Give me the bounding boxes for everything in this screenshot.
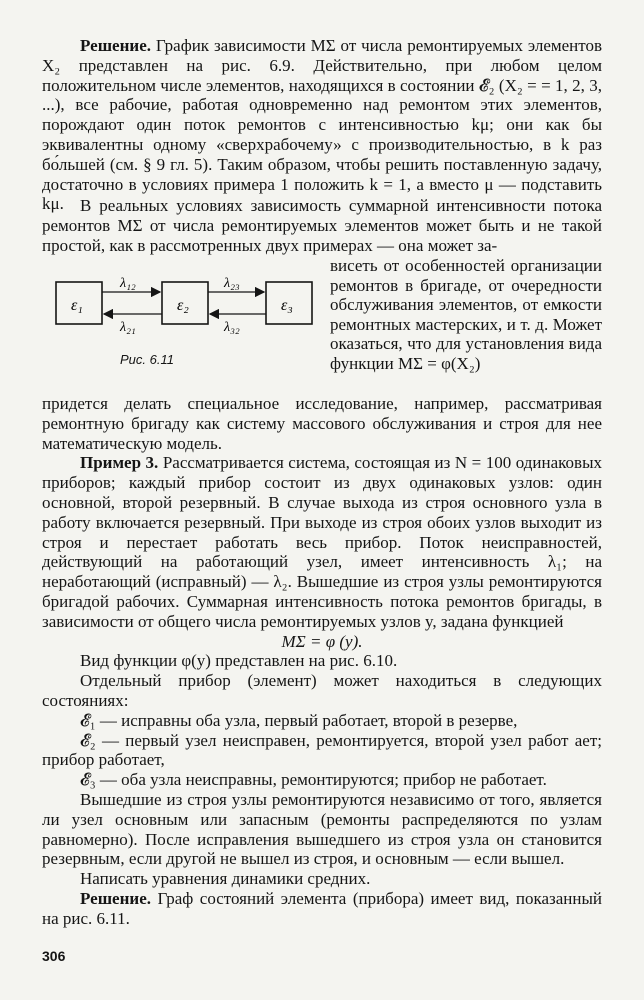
solution-paragraph-1 [42, 36, 602, 214]
page-number: 306 [42, 948, 66, 964]
paragraph-text: Отдельный прибор (элемент) может находиться в следующих состояниях: [42, 671, 602, 710]
example-label: Пример 3. [80, 453, 159, 473]
arrow-label-32: λ₃₂ [224, 320, 240, 335]
solution-label: Решение. [80, 888, 151, 908]
state-item-2: 𝓔₂ — первый узел неисправен, ремонтируется, второй узел работ ает; прибор работает, [42, 730, 602, 770]
state-label-1: ε₁ [71, 297, 83, 314]
paragraph-text: придется делать специальное исследование, например, рассматривая ремонтную бригаду как систему массового обслуживания и строя для нее математическую модель. [42, 394, 602, 453]
paragraph [42, 36, 602, 214]
paragraph-text: В реальных условиях зависимость суммарной интенсивности потока ремонтов MΣ от числа ремонтируемых элементов может быть и не такой простой, как в рассмотренных двух примерах — она может за- [42, 196, 602, 255]
wrapped-text: висеть от особенностей организации ремонтов в бригаде, от очередности обслуживания элементов, от емкости ремонтных мастерских, и т. д. Может оказаться, что для установления вида функции MΣ = φ(X₂) [330, 256, 602, 373]
main-text [42, 394, 602, 929]
paragraph-text: График зависимости MΣ от числа ремонтируемых элементов X₂ представлен на рис. 6.9. Действительно, при любом целом положительном числе элементов, находящихся в состоянии 𝓔₂ (X₂ = = 1, 2, 3, ...), все рабочие, работая одновременно над ремонтом этих элементов, порождают один поток ремонтов с интенсивностью kμ; они как бы эквивалентны одному «сверхрабочему» с производительностью, в k раз бо́льшей (см. § 9 гл. 5). Таким образом, чтобы решить поставленную задачу, достаточно в условиях примера 1 положить k = 1, а вместо μ — подставить kμ. [42, 36, 602, 214]
arrow-label-21: λ₂₁ [120, 320, 136, 335]
solution-paragraph-2 [42, 889, 602, 929]
paragraph-text: Вышедшие из строя узлы ремонтируются независимо от того, является ли узел основным или запасным (ремонты распределяются по узлам равномерно). После исправления вышедшего из строя узла он становится резервным, если другой не вышел из строя, и основным — если вышел. [42, 789, 602, 869]
paragraph-text: Граф состояний элемента (прибора) имеет вид, показанный на рис. 6.11. [42, 888, 602, 928]
example-3-paragraph [42, 453, 602, 631]
state-label-2: ε₂ [177, 297, 189, 314]
state-item-1: 𝓔₁ — исправны оба узла, первый работает, второй в резерве, [80, 710, 518, 730]
state-graph-figure [44, 268, 324, 378]
formula: MΣ = φ (y). [281, 631, 363, 651]
paragraph-text: Вид функции φ(y) представлен на рис. 6.10. [80, 651, 398, 671]
paragraph-text: Рассматривается система, состоящая из N = 100 одинаковых приборов; каждый прибор состоит из двух одинаковых узлов: один основной, второй резервный. В случае выхода из строя основного узла в работу включается резервный. При выходе из строя обоих узлов выходит из строя и перестает работать весь прибор. Поток неисправностей, действующий на работающий узел, имеет интенсивность λ₁; на неработающий (исправный) — λ₂. Вышедшие из строя узлы ремонтируются бригадой рабочих. Суммарная интенсивность потока ремонтов бригады, в зависимости от общего числа ремонтируемых узлов y, задана функцией [42, 453, 602, 631]
figure-caption: Рис. 6.11 [120, 352, 174, 367]
solution-label: Решение. [80, 36, 151, 55]
arrow-label-12: λ₁₂ [120, 276, 136, 291]
state-label-3: ε₃ [281, 297, 293, 314]
arrow-label-23: λ₂₃ [224, 276, 240, 291]
state-item-3: 𝓔₃ — оба узла неисправны, ремонтируются; прибор не работает. [80, 770, 547, 790]
paragraph-text: Написать уравнения динамики средних. [80, 869, 371, 889]
real-conditions-paragraph [42, 196, 602, 255]
